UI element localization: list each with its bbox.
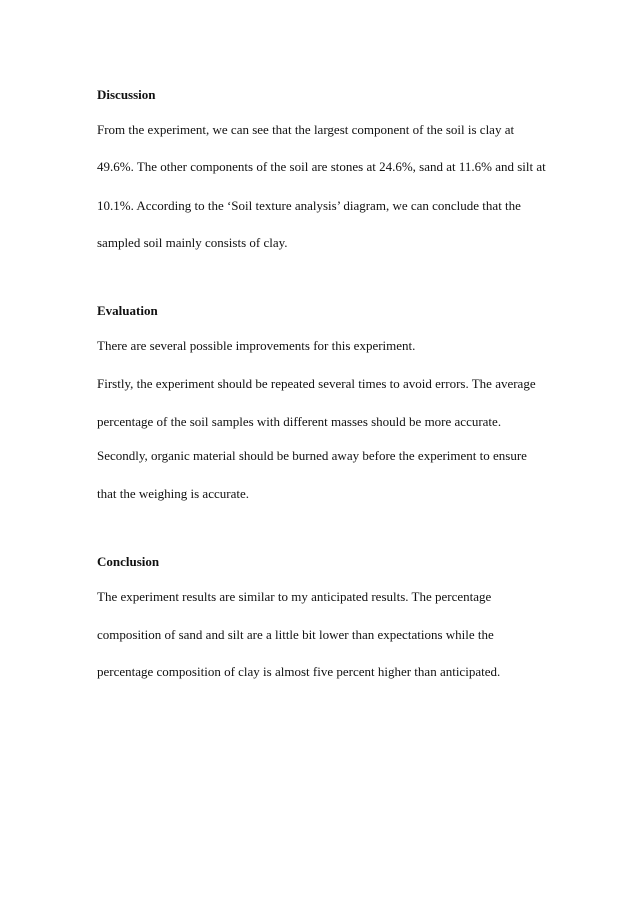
conclusion-line: percentage composition of clay is almost five percent higher than anticipated. [97, 664, 501, 679]
conclusion-heading: Conclusion [97, 554, 160, 569]
evaluation-line: There are several possible improvements for this experiment. [97, 338, 416, 353]
discussion-heading: Discussion [97, 87, 156, 102]
evaluation-line: percentage of the soil samples with different masses should be more accurate. [97, 414, 502, 429]
discussion-line: 49.6%. The other components of the soil are stones at 24.6%, sand at 11.6% and silt at [97, 159, 546, 174]
evaluation-line: Secondly, organic material should be burned away before the experiment to ensure [97, 448, 527, 463]
discussion-line: sampled soil mainly consists of clay. [97, 235, 288, 250]
evaluation-heading: Evaluation [97, 303, 158, 318]
evaluation-line: Firstly, the experiment should be repeated several times to avoid errors. The average [97, 376, 536, 391]
conclusion-line: composition of sand and silt are a little bit lower than expectations while the [97, 627, 494, 642]
conclusion-line: The experiment results are similar to my anticipated results. The percentage [97, 589, 492, 604]
evaluation-line: that the weighing is accurate. [97, 486, 249, 501]
discussion-line: From the experiment, we can see that the largest component of the soil is clay at [97, 122, 515, 137]
discussion-line: 10.1%. According to the ‘Soil texture analysis’ diagram, we can conclude that the [97, 198, 521, 213]
